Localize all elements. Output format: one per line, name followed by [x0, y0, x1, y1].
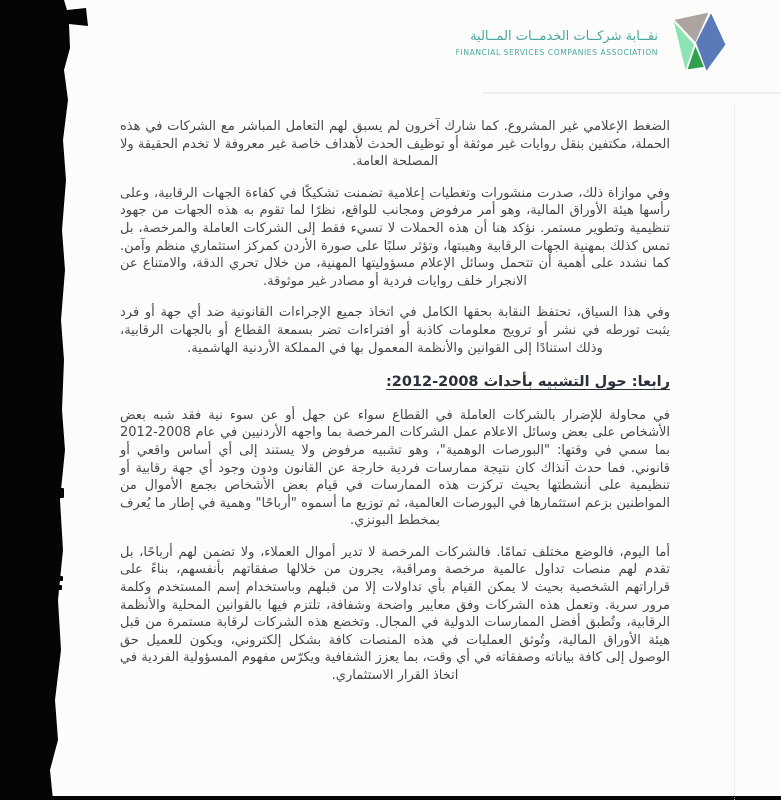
- paragraph-1: الضغط الإعلامي غير المشروع. كما شارك آخرون لم يسبق لهم التعامل المباشر مع الشركات في هذه الحملة، مكتفين بنقل روايات غير موثقة أو توظيف الحدث لأهداف خاصة غير معروفة لا تخدم الحقيقة ولا المصلحة العامة.: [120, 119, 670, 170]
- scan-speck: [47, 737, 54, 743]
- scan-speck: [52, 656, 58, 662]
- scan-speck: [58, 488, 64, 498]
- pinwheel-logo-icon: [665, 12, 731, 74]
- scan-speck: [47, 727, 54, 733]
- scan-speck: [55, 585, 62, 590]
- logo-arabic-name: نقــابة شركــات الخدمــات المــالية: [470, 29, 658, 44]
- logo-english-name: FINANCIAL SERVICES COMPANIES ASSOCIATION: [455, 48, 658, 57]
- paragraph-5: أما اليوم، فالوضع مختلف تمامًا. فالشركات المرخصة لا تدير أموال العملاء، ولا تضمن لهم أرباحًا، بل تقدم لهم منصات تداول عالمية مرخصة ومراقبة، يجرون من خلالها صفقاتهم بأنفسهم، بناءً على قراراتهم الشخصية بحيث لا يمكن القيام بأي تداولات إلا من قبلهم وباستخدام إسم المستخدم وكلمة مرور سرية. وتعمل هذه الشركات وفق معايير واضحة وشفافة، تلتزم فيها بالقوانين المحلية والأنظمة الرقابية، وتُطبق أفضل الممارسات الدولية في المجال. وتخضع هذه الشركات لرقابة مستمرة من قبل هيئة الأوراق المالية، وتُوثق العمليات في هذه المنصات كافة بشكل إلكتروني، ويكون للعميل حق الوصول إلى كافة بياناته وصفقاته في أي وقت، بما يعزز الشفافية ويكرّس مفهوم المسؤولية الفردية في اتخاذ القرار الاستثماري.: [120, 544, 670, 684]
- scan-speck: [52, 634, 58, 640]
- scan-speck: [55, 243, 63, 248]
- scan-artifact-header-shadow: [482, 92, 781, 94]
- document-body: [120, 118, 670, 699]
- scan-speck: [56, 252, 62, 256]
- scan-speck: [44, 783, 50, 793]
- scan-speck: [56, 382, 63, 387]
- association-logo: [456, 12, 731, 74]
- scan-artifact-left-strip: [0, 0, 92, 800]
- paragraph-2: وفي موازاة ذلك، صدرت منشورات وتغطيات إعلامية تضمنت تشكيكًا في كفاءة الجهات الرقابية، وعلى رأسها هيئة الأوراق المالية، وهو أمر مرفوض ومجانب للواقع، نظرًا لما تقوم به هذه الجهات من جهود تنظيمية وتطوير مستمر. نؤكد هنا أن هذه الحملات لا تسيء فقط إلى الشركات العاملة والمرخصة، بل تمس كذلك بمهنية الجهات الرقابية وهيبتها، وتؤثر سلبًا على صورة الأردن كمركز استثماري منظم وآمن. كما نشدد على أهمية أن تتحمل وسائل الإعلام مسؤوليتها المهنية، من خلال تحري الدقة، والامتناع عن الانجرار خلف روايات فردية أو مصادر غير موثوقة.: [120, 185, 670, 289]
- scan-artifact-bottom-line: [44, 796, 781, 800]
- scan-artifact-fold-line: [734, 105, 735, 800]
- paragraph-4: في محاولة للإضرار بالشركات العاملة في القطاع سواء عن جهل أو عن سوء نية فقد شبه بعض الأشخاص على بعض وسائل الاعلام عمل الشركات المرخصة بما واجهه الأردنيين في عام 2008-2012 بما سمي في وقتها: "البورصات الوهمية"، وهو تشبيه مرفوض ولا يستند إلى أي أساس واقعي أو قانوني. فما حدث آنذاك كان نتيجة ممارسات فردية خارجة عن القانون ودون وجود أي جهة رقابية أو تنظيمية على أنشطتها بحيث تركزت هذه الممارسات في قيام بعض الأشخاص بجمع الأموال من المواطنين بزعم استثمارها في البورصات العالمية، ثم توزيع ما أسموه "أرباحًا" وهمية في إطار ما يُعرف بمخطط البونزي.: [120, 407, 670, 529]
- scan-speck: [55, 576, 63, 581]
- paragraph-3: وفي هذا السياق، تحتفظ النقابة بحقها الكامل في اتخاذ جميع الإجراءات القانونية ضد أي جهة أو فرد يثبت تورطه في نشر أو ترويج معلومات كاذبة أو افتراءات تضر بسمعة القطاع أو بالجهات الرقابية، وذلك استنادًا إلى القوانين والأنظمة المعمول بها في المملكة الأردنية الهاشمية.: [120, 305, 670, 356]
- section-heading: رابعا: حول التشبيه بأحداث 2008-2012:: [385, 374, 670, 391]
- association-logo-text: [456, 29, 658, 57]
